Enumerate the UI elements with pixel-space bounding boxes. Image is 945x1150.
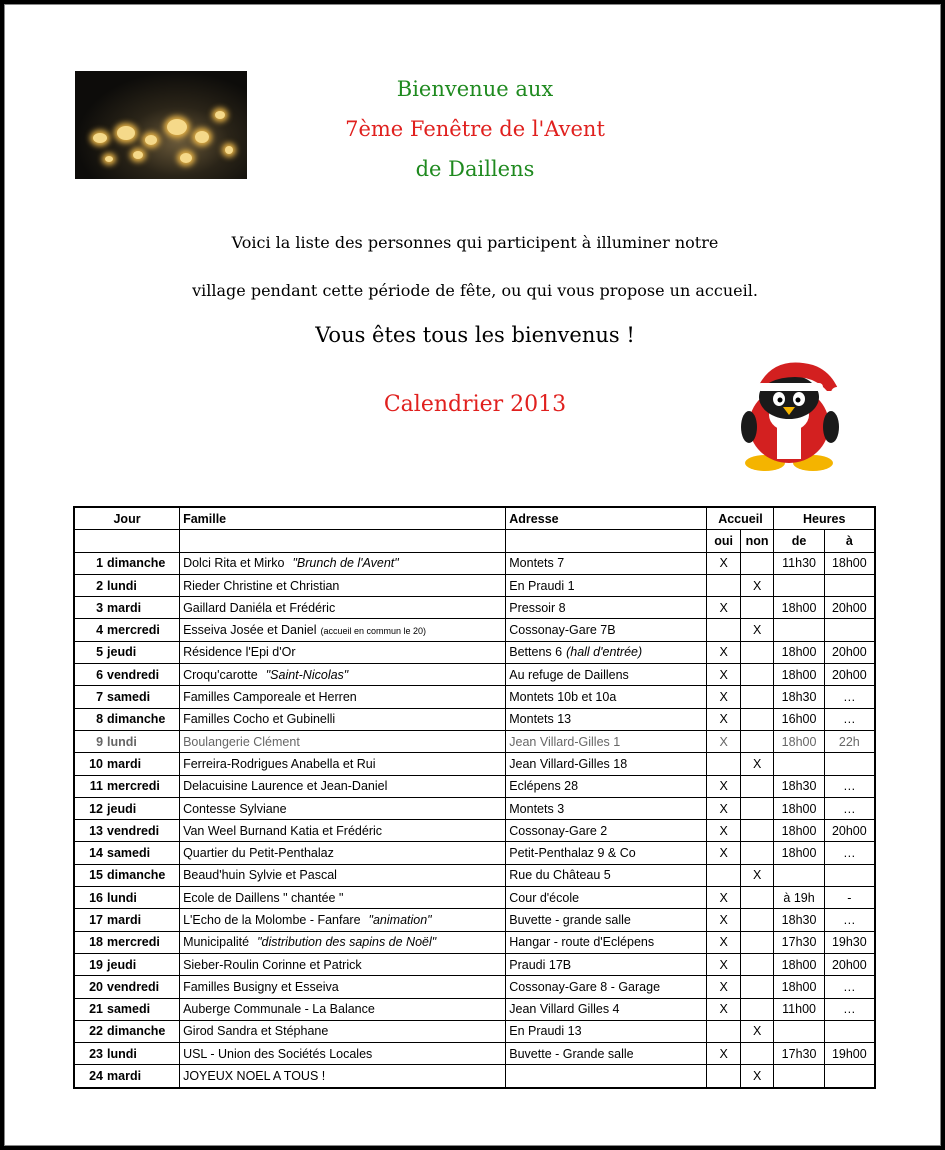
address: Montets 7 — [509, 556, 565, 571]
family-name: Sieber-Roulin Corinne et Patrick — [183, 957, 362, 972]
table-row — [74, 1020, 875, 1042]
family-name: Croqu'carotte — [183, 667, 258, 682]
accueil-non — [740, 998, 774, 1020]
header-oui: oui — [707, 530, 740, 552]
address-note: (hall d'entrée) — [566, 645, 643, 660]
day-name: jeudi — [104, 641, 180, 663]
heure-a: 20h00 — [824, 953, 875, 975]
table-row — [74, 887, 875, 909]
heure-de: 17h30 — [774, 1043, 824, 1065]
header-line-2: 7ème Fenêtre de l'Avent — [345, 117, 605, 141]
address-cell — [506, 641, 707, 663]
day-name: vendredi — [104, 664, 180, 686]
document-page — [4, 4, 941, 1146]
address: Petit-Penthalaz 9 & Co — [509, 846, 636, 861]
address: Bettens 6 — [509, 645, 563, 660]
heure-a: … — [824, 998, 875, 1020]
table-row — [74, 1043, 875, 1065]
table-row — [74, 708, 875, 730]
table-row — [74, 864, 875, 886]
day-number: 23 — [74, 1043, 104, 1065]
address: Au refuge de Daillens — [509, 667, 629, 682]
welcome-text: Vous êtes tous les bienvenus ! — [315, 323, 635, 347]
address-cell — [506, 730, 707, 752]
day-name: mardi — [104, 597, 180, 619]
family-name: Van Weel Burnand Katia et Frédéric — [183, 823, 383, 838]
header-a: à — [824, 530, 875, 552]
family-cell — [180, 887, 506, 909]
table-row — [74, 976, 875, 998]
accueil-non — [740, 797, 774, 819]
address-cell — [506, 842, 707, 864]
day-name: samedi — [104, 998, 180, 1020]
heure-de — [774, 619, 824, 641]
advent-calendar-table — [73, 506, 876, 1089]
heure-de: 18h00 — [774, 976, 824, 998]
day-number: 10 — [74, 753, 104, 775]
address-cell — [506, 998, 707, 1020]
header-non: non — [740, 530, 774, 552]
address-cell — [506, 574, 707, 596]
family-note: "Saint-Nicolas" — [265, 667, 349, 682]
day-number: 4 — [74, 619, 104, 641]
day-name: mercredi — [104, 931, 180, 953]
heure-a: 19h00 — [824, 1043, 875, 1065]
address-cell — [506, 1065, 707, 1088]
address: Jean Villard Gilles 4 — [509, 1002, 620, 1017]
accueil-oui: X — [707, 998, 740, 1020]
intro-line-1: Voici la liste des personnes qui participent à illuminer notre — [231, 233, 719, 252]
heure-a: … — [824, 797, 875, 819]
day-name: dimanche — [104, 864, 180, 886]
header-adresse: Adresse — [506, 507, 707, 530]
accueil-oui: X — [707, 708, 740, 730]
table-row — [74, 775, 875, 797]
table-row — [74, 664, 875, 686]
day-name: lundi — [104, 1043, 180, 1065]
family-cell — [180, 909, 506, 931]
address: Cossonay-Gare 7B — [509, 623, 616, 638]
day-number: 15 — [74, 864, 104, 886]
family-cell — [180, 953, 506, 975]
heure-de — [774, 864, 824, 886]
heure-a: … — [824, 686, 875, 708]
header-de: de — [774, 530, 824, 552]
day-number: 18 — [74, 931, 104, 953]
address-cell — [506, 753, 707, 775]
header-jour: Jour — [74, 507, 180, 530]
table-row — [74, 730, 875, 752]
address: Cossonay-Gare 8 - Garage — [509, 979, 661, 994]
address-cell — [506, 953, 707, 975]
family-name: Municipalité — [183, 935, 250, 950]
intro-line-2: village pendant cette période de fête, ou qui vous propose un accueil. — [192, 281, 758, 300]
family-cell — [180, 619, 506, 641]
address: Jean Villard-Gilles 18 — [509, 756, 628, 771]
accueil-non — [740, 953, 774, 975]
day-number: 16 — [74, 887, 104, 909]
table-row — [74, 909, 875, 931]
accueil-oui — [707, 864, 740, 886]
family-cell — [180, 597, 506, 619]
family-name: Boulangerie Clément — [183, 734, 300, 749]
accueil-oui: X — [707, 820, 740, 842]
heure-a — [824, 1065, 875, 1088]
address: Cour d'école — [509, 890, 580, 905]
family-cell — [180, 842, 506, 864]
family-name: Auberge Communale - La Balance — [183, 1002, 375, 1017]
day-number: 22 — [74, 1020, 104, 1042]
address: Montets 13 — [509, 712, 572, 727]
family-note: "Brunch de l'Avent" — [292, 556, 399, 571]
day-number: 1 — [74, 552, 104, 574]
heure-a — [824, 619, 875, 641]
day-number: 21 — [74, 998, 104, 1020]
address: Hangar - route d'Eclépens — [509, 935, 655, 950]
address-cell — [506, 909, 707, 931]
table-row — [74, 820, 875, 842]
address-cell — [506, 887, 707, 909]
heure-a: - — [824, 887, 875, 909]
family-cell — [180, 976, 506, 998]
address-cell — [506, 664, 707, 686]
family-small-note: (accueil en commun le 20) — [320, 626, 427, 637]
day-number: 12 — [74, 797, 104, 819]
day-number: 9 — [74, 730, 104, 752]
address: Rue du Château 5 — [509, 868, 611, 883]
day-number: 19 — [74, 953, 104, 975]
table-row — [74, 797, 875, 819]
family-name: Gaillard Daniéla et Frédéric — [183, 600, 336, 615]
family-cell — [180, 641, 506, 663]
accueil-non — [740, 664, 774, 686]
heure-de: 18h00 — [774, 664, 824, 686]
heure-de — [774, 574, 824, 596]
address-cell — [506, 1020, 707, 1042]
heure-de: 11h30 — [774, 552, 824, 574]
accueil-non — [740, 887, 774, 909]
family-name: Contesse Sylviane — [183, 801, 287, 816]
family-name: Beaud'huin Sylvie et Pascal — [183, 868, 337, 883]
family-cell — [180, 998, 506, 1020]
accueil-non — [740, 686, 774, 708]
heure-de — [774, 1020, 824, 1042]
family-name: USL - Union des Sociétés Locales — [183, 1046, 373, 1061]
family-cell — [180, 686, 506, 708]
address-cell — [506, 976, 707, 998]
day-name: vendredi — [104, 820, 180, 842]
table-row — [74, 686, 875, 708]
day-name: jeudi — [104, 953, 180, 975]
heure-a: 20h00 — [824, 820, 875, 842]
table-row — [74, 842, 875, 864]
heure-a: 18h00 — [824, 552, 875, 574]
family-cell — [180, 753, 506, 775]
heure-a: … — [824, 909, 875, 931]
table-row — [74, 753, 875, 775]
day-number: 8 — [74, 708, 104, 730]
family-cell — [180, 1043, 506, 1065]
accueil-non — [740, 775, 774, 797]
heure-de — [774, 1065, 824, 1088]
table-row — [74, 597, 875, 619]
accueil-non: X — [740, 1020, 774, 1042]
heure-de: 17h30 — [774, 931, 824, 953]
family-name: Esseiva Josée et Daniel — [183, 623, 317, 638]
day-number: 7 — [74, 686, 104, 708]
address-cell — [506, 775, 707, 797]
accueil-oui: X — [707, 641, 740, 663]
accueil-oui: X — [707, 552, 740, 574]
day-number: 11 — [74, 775, 104, 797]
heure-de: à 19h — [774, 887, 824, 909]
day-number: 24 — [74, 1065, 104, 1088]
accueil-non — [740, 909, 774, 931]
header-line-1: Bienvenue aux — [396, 77, 554, 101]
family-name: Ecole de Daillens " chantée " — [183, 890, 344, 905]
heure-a: 20h00 — [824, 597, 875, 619]
calendar-title: Calendrier 2013 — [383, 392, 567, 417]
family-name: Quartier du Petit-Penthalaz — [183, 846, 334, 861]
family-cell — [180, 730, 506, 752]
heure-de: 16h00 — [774, 708, 824, 730]
header-heures: Heures — [774, 507, 875, 530]
accueil-non — [740, 820, 774, 842]
table-row — [74, 931, 875, 953]
family-name: Familles Cocho et Gubinelli — [183, 712, 336, 727]
accueil-non: X — [740, 864, 774, 886]
address: Buvette - Grande salle — [509, 1046, 634, 1061]
heure-de: 18h00 — [774, 597, 824, 619]
accueil-non: X — [740, 753, 774, 775]
accueil-non — [740, 842, 774, 864]
heure-a: … — [824, 976, 875, 998]
day-number: 5 — [74, 641, 104, 663]
heure-a: 20h00 — [824, 664, 875, 686]
accueil-non — [740, 708, 774, 730]
accueil-oui: X — [707, 686, 740, 708]
day-name: dimanche — [104, 1020, 180, 1042]
family-cell — [180, 708, 506, 730]
day-number: 20 — [74, 976, 104, 998]
address: Buvette - grande salle — [509, 912, 631, 927]
day-name: mercredi — [104, 775, 180, 797]
day-number: 17 — [74, 909, 104, 931]
address: Eclépens 28 — [509, 779, 579, 794]
table-row — [74, 641, 875, 663]
address: En Praudi 13 — [509, 1024, 582, 1039]
accueil-non: X — [740, 574, 774, 596]
heure-de — [774, 753, 824, 775]
accueil-oui: X — [707, 842, 740, 864]
day-name: samedi — [104, 842, 180, 864]
table-row — [74, 619, 875, 641]
accueil-oui: X — [707, 1043, 740, 1065]
heure-de: 18h00 — [774, 820, 824, 842]
santa-penguin-icon — [735, 355, 845, 473]
address: Montets 10b et 10a — [509, 690, 617, 705]
table-row — [74, 953, 875, 975]
family-name: Dolci Rita et Mirko — [183, 556, 285, 571]
day-number: 6 — [74, 664, 104, 686]
accueil-oui — [707, 753, 740, 775]
table-header-row — [74, 507, 875, 530]
heure-de: 18h30 — [774, 775, 824, 797]
family-name: Delacuisine Laurence et Jean-Daniel — [183, 779, 388, 794]
heure-de: 18h00 — [774, 797, 824, 819]
address-cell — [506, 619, 707, 641]
address-cell — [506, 820, 707, 842]
family-cell — [180, 552, 506, 574]
accueil-oui — [707, 619, 740, 641]
accueil-non — [740, 976, 774, 998]
heure-de: 18h30 — [774, 686, 824, 708]
day-name: mardi — [104, 909, 180, 931]
address: Pressoir 8 — [509, 600, 566, 615]
accueil-oui — [707, 1020, 740, 1042]
family-cell — [180, 664, 506, 686]
family-cell — [180, 1020, 506, 1042]
accueil-non — [740, 1043, 774, 1065]
address: Montets 3 — [509, 801, 565, 816]
heure-a: … — [824, 708, 875, 730]
table-row — [74, 552, 875, 574]
day-name: mercredi — [104, 619, 180, 641]
accueil-oui: X — [707, 664, 740, 686]
address: Jean Villard-Gilles 1 — [509, 734, 621, 749]
address-cell — [506, 552, 707, 574]
day-number: 13 — [74, 820, 104, 842]
address-cell — [506, 797, 707, 819]
family-name: L'Echo de la Molombe - Fanfare — [183, 912, 361, 927]
heure-a: 19h30 — [824, 931, 875, 953]
accueil-oui: X — [707, 976, 740, 998]
family-cell — [180, 1065, 506, 1088]
day-number: 2 — [74, 574, 104, 596]
family-note: "distribution des sapins de Noël" — [257, 935, 437, 950]
accueil-oui: X — [707, 797, 740, 819]
address-cell — [506, 864, 707, 886]
accueil-oui: X — [707, 953, 740, 975]
day-name: mardi — [104, 1065, 180, 1088]
address: Praudi 17B — [509, 957, 572, 972]
table-row — [74, 574, 875, 596]
address-cell — [506, 686, 707, 708]
accueil-non — [740, 931, 774, 953]
accueil-oui — [707, 574, 740, 596]
day-name: vendredi — [104, 976, 180, 998]
heure-de: 11h00 — [774, 998, 824, 1020]
heure-a — [824, 574, 875, 596]
family-name: Familles Busigny et Esseiva — [183, 979, 339, 994]
address-cell — [506, 597, 707, 619]
accueil-non — [740, 552, 774, 574]
family-name: Résidence l'Epi d'Or — [183, 645, 296, 660]
heure-a — [824, 753, 875, 775]
family-note: "animation" — [368, 912, 432, 927]
day-number: 3 — [74, 597, 104, 619]
heure-a: 20h00 — [824, 641, 875, 663]
table-row — [74, 998, 875, 1020]
accueil-oui: X — [707, 730, 740, 752]
family-cell — [180, 574, 506, 596]
day-number: 14 — [74, 842, 104, 864]
day-name: jeudi — [104, 797, 180, 819]
day-name: lundi — [104, 730, 180, 752]
day-name: samedi — [104, 686, 180, 708]
accueil-non: X — [740, 619, 774, 641]
heure-a — [824, 1020, 875, 1042]
accueil-oui: X — [707, 887, 740, 909]
accueil-non — [740, 641, 774, 663]
heure-de: 18h30 — [774, 909, 824, 931]
accueil-non — [740, 597, 774, 619]
family-name: Girod Sandra et Stéphane — [183, 1024, 329, 1039]
family-name: Rieder Christine et Christian — [183, 578, 340, 593]
village-lights-photo — [75, 71, 247, 179]
heure-a: … — [824, 842, 875, 864]
family-name: JOYEUX NOEL A TOUS ! — [183, 1069, 326, 1084]
header-famille: Famille — [180, 507, 506, 530]
day-name: dimanche — [104, 708, 180, 730]
day-name: dimanche — [104, 552, 180, 574]
family-cell — [180, 931, 506, 953]
address-cell — [506, 1043, 707, 1065]
family-cell — [180, 820, 506, 842]
accueil-oui — [707, 1065, 740, 1088]
table-row — [74, 1065, 875, 1088]
family-name: Familles Camporeale et Herren — [183, 690, 357, 705]
address: En Praudi 1 — [509, 578, 575, 593]
heure-de: 18h00 — [774, 730, 824, 752]
family-cell — [180, 797, 506, 819]
address-cell — [506, 931, 707, 953]
day-name: lundi — [104, 574, 180, 596]
heure-a: … — [824, 775, 875, 797]
family-cell — [180, 775, 506, 797]
table-subheader-row — [74, 530, 875, 552]
accueil-non — [740, 730, 774, 752]
heure-a — [824, 864, 875, 886]
accueil-oui: X — [707, 909, 740, 931]
heure-de: 18h00 — [774, 842, 824, 864]
header-line-3: de Daillens — [415, 157, 535, 181]
heure-de: 18h00 — [774, 641, 824, 663]
address: Cossonay-Gare 2 — [509, 823, 608, 838]
day-name: lundi — [104, 887, 180, 909]
header-accueil: Accueil — [707, 507, 774, 530]
family-name: Ferreira-Rodrigues Anabella et Rui — [183, 756, 376, 771]
family-cell — [180, 864, 506, 886]
accueil-oui: X — [707, 597, 740, 619]
accueil-oui: X — [707, 775, 740, 797]
heure-de: 18h00 — [774, 953, 824, 975]
address-cell — [506, 708, 707, 730]
accueil-non: X — [740, 1065, 774, 1088]
day-name: mardi — [104, 753, 180, 775]
heure-a: 22h — [824, 730, 875, 752]
accueil-oui: X — [707, 931, 740, 953]
